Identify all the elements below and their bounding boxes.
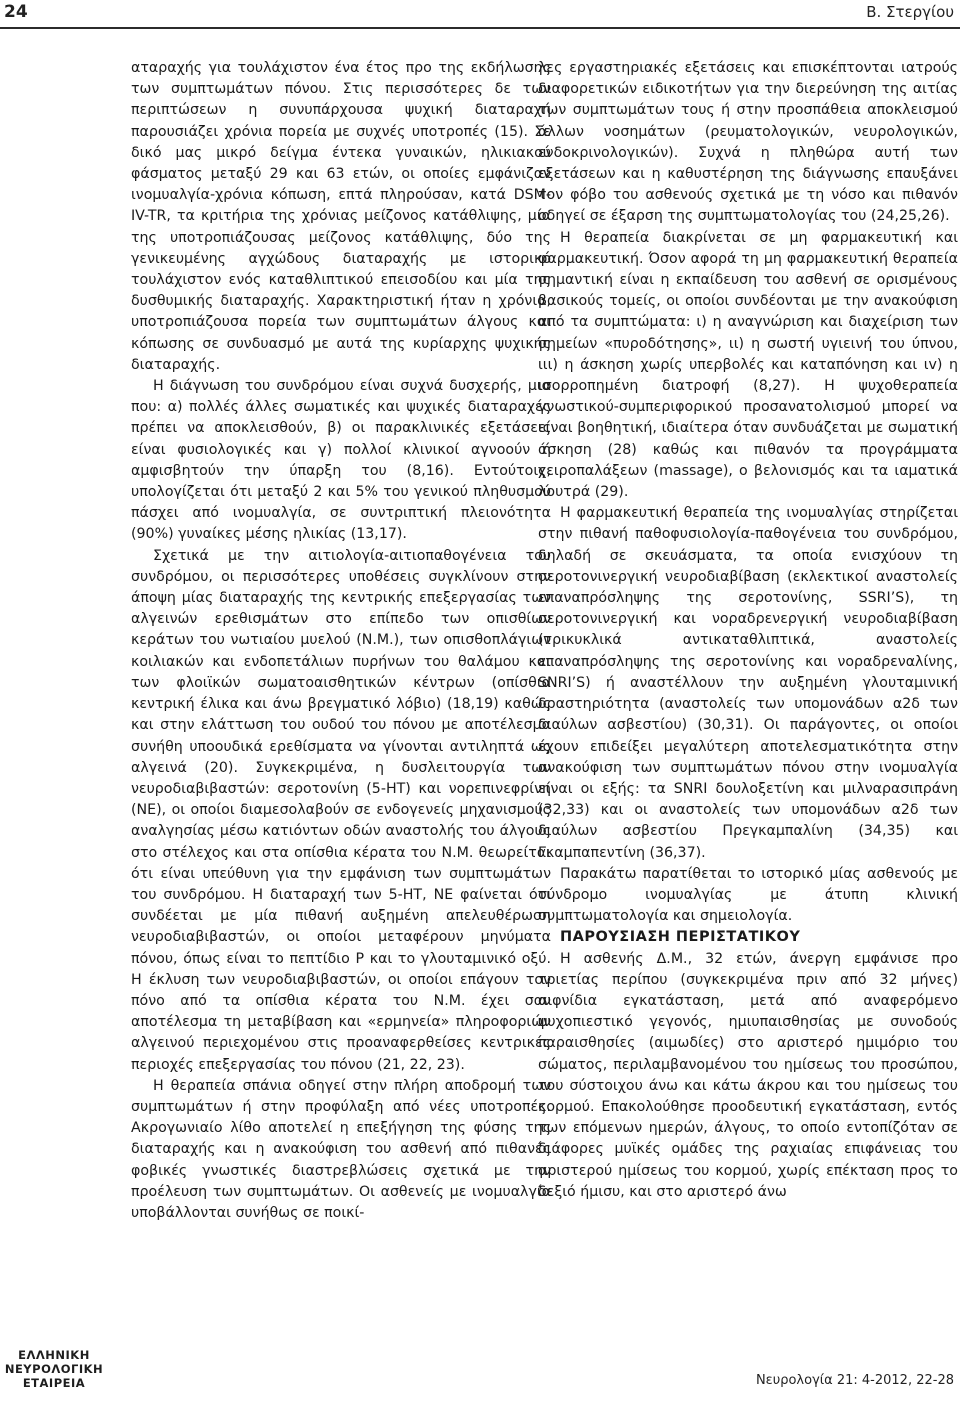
right-paragraph-5: Η ασθενής Δ.Μ., 32 ετών, άνεργη εμφάνισε προ τριετίας περίπου (συγκεκριμένα πριν από 32 μήνες) αιφνίδια εγκατάσταση, μετά από αναφερόμενο ψυχοπιεστικό γεγονός, ημιυπαισθησίας με συνοδούς παραισθησίες (αιμωδίες) στο αριστερό ημιμόριο του σώματος, περιλαμβανομένου του ημίσεως του προσώπου, του σύστοιχου άνω και κάτω άκρου και του ημίσεως του κορμού. Επακολούθησε προοδευτική εγκατάσταση, εντός των επόμενων ημερών, άλγους, το οποίο εντοπίζόταν σε διάφορες μυϊκές ομάδες της ραχιαίας επιφάνειας του αριστερού ημίσεως του κορμού, χωρίς επέκταση προς το δεξιό ήμισυ, και στο αριστερό άνω: [538, 950, 958, 1200]
logo-line-3: ΕΤΑΙΡΕΙΑ: [22, 1376, 86, 1390]
logo-line-1: ΕΛΛΗΝΙΚΗ: [18, 1348, 90, 1362]
right-paragraph-3: Η φαρμακευτική θεραπεία της ινομυαλγίας στηρίζεται στην πιθανή παθοφυσιολογία-παθογένεια του συνδρόμου, δηλαδή σε σκευάσματα, τα οποία ενισχύουν τη σεροτονινεργική νευροδιαβίβαση (εκλεκτικοί αναστολείς επαναπρόσληψης της σεροτονίνης, SSRI’S), τη σεροτονινεργική και νοραδρενεργική νευροδιαβίβαση (τρικυκλικά αντικαταθλιπτικά, αναστολείς επαναπρόσληψης της σεροτονίνης και νοραδρεναλίνης, SNRI’S) ή αναστέλλουν την αυξημένη γλουταμινική δραστηριότητα (αναστολείς των υπομονάδων α2δ των διαύλων ασβεστίου) (30,31). Οι παράγοντες, οι οποίοι έχουν επιδείξει μεγαλύτερη αποτελεσματικότητα στην ανακούφιση των συμπτωμάτων πόνου στην ινομυαλγία είναι οι εξής: τα SNRI δουλοξετίνη και μιλναρασιπράνη (32,33) και οι αναστολείς των υπομονάδων α2δ των διαύλων ασβεστίου Πρεγκαμπαλίνη (34,35) και Γκαμπαπεντίνη (36,37).: [538, 505, 958, 861]
right-column: [538, 58, 958, 1348]
left-column: [131, 58, 551, 1348]
journal-reference: Νευρολογία 21: 4-2012, 22-28: [755, 1373, 954, 1388]
left-paragraph-4: Η θεραπεία σπάνια οδηγεί στην πλήρη αποδρομή των συμπτωμάτων ή στην προφύλαξη από νέες υποτροπές. Ακρογωνιαίο λίθο αποτελεί η επεξήγηση της φύσης της διαταραχής και η ανακούφιση του ασθενή από πιθανές φοβικές γνωστικές διαστρεβλώσεις σχετικά με την προέλευση των συμπτωμάτων. Οι ασθενείς με ινομυαλγία υποβάλλονται συνήθως σε ποικί-: [131, 1077, 551, 1221]
left-paragraph-2: Η διάγνωση του συνδρόμου είναι συχνά δυσχερής, μια που: α) πολλές άλλες σωματικές και ψυχικές διαταραχές πρέπει να αποκλεισθούν, β) οι παρακλινικές εξετάσεις είναι φυσιολογικές και γ) πολλοί κλινικοί αγνοούν ή αμφισβητούν την ύπαρξη του (8,16). Εντούτοις, υπολογίζεται ότι μεταξύ 2 και 5% του γενικού πληθυσμού πάσχει από ινομυαλγία, σε συντριπτική πλειονότητα (90%) γυναίκες μέσης ηλικίας (13,17).: [131, 378, 551, 543]
running-head-author: Β. Στεργίου: [866, 3, 954, 21]
society-logo: [4, 1348, 104, 1390]
right-paragraph-1: λες εργαστηριακές εξετάσεις και επισκέπτονται ιατρούς διαφορετικών ειδικοτήτων για την διερεύνηση της αιτίας των συμπτωμάτων τους ή στην προσπάθεια αποκλεισμού άλλων νοσημάτων (ρευματολογικών, νευρολογικών, ενδοκρινολογικών). Συχνά η πληθώρα αυτή των εξετάσεων και η καθυστέρηση της διάγνωσης επαυξάνει τον φόβο του ασθενούς σχετικά με τη νόσο και πιθανόν οδηγεί σε έξαρση της συμπτωματολογίας του (24,25,26).: [538, 60, 958, 225]
right-paragraph-4: Παρακάτω παρατίθεται το ιστορικό μίας ασθενούς με σύνδρομο ινομυαλγίας με άτυπη κλινική συμπτωματολογία και σημειολογία.: [538, 865, 958, 925]
logo-line-2: ΝΕΥΡΟΛΟΓΙΚΗ: [4, 1362, 104, 1376]
header-rule: [0, 27, 960, 29]
left-paragraph-1: αταραχής για τουλάχιστον ένα έτος προ της εκδήλωσης των συμπτωμάτων πόνου. Στις περισσότερες δε των περιπτώσεων η συνυπάρχουσα ψυχική διαταραχή παρουσιάζει χρόνια πορεία με συχνές υποτροπές (15). Σε δικό μας μικρό δείγμα έντεκα γυναικών, ηλικιακού φάσματος μεταξύ 29 και 63 ετών, οι οποίες εμφάνιζαν ινομυαλγία-χρόνια κόπωση, επτά πληρούσαν, κατά DSM-IV-TR, τα κριτήρια της χρόνιας μείζονος κατάθλιψης, μία της υποτροπιάζουσας μείζονος κατάθλιψης, δύο της γενικευμένης αγχώδους διαταραχής με ιστορικό τουλάχιστον ενός καταθλιπτικού επεισοδίου και μία της δυσθυμικής διαταραχής. Χαρακτηριστική ήταν η χρόνια, υποτροπιάζουσα πορεία των συμπτωμάτων άλγους και κόπωσης σε συνδυασμό με αυτά της κυρίαρχης ψυχικής διαταραχής.: [131, 60, 551, 373]
section-heading-case-presentation: ΠΑΡΟΥΣΙΑΣΗ ΠΕΡΙΣΤΑΤΙΚΟΥ: [560, 929, 801, 946]
right-paragraph-2: Η θεραπεία διακρίνεται σε μη φαρμακευτική και φαρμακευτική. Όσον αφορά τη μη φαρμακευτική θεραπεία σημαντική είναι η εκπαίδευση του ασθενή σε ορισμένους βασικούς τομείς, οι οποίοι συνδέονται με την ανακούφιση από τα συμπτώματα: ι) η αναγνώριση και διαχείριση των σημείων «πυροδότησης», ιι) η σωστή υγιεινή του ύπνου, ιιι) η άσκηση χωρίς υπερβολές και καταπόνηση και ιv) η ισορροπημένη διατροφή (8,27). Η ψυχοθεραπεία γνωστικού-συμπεριφορικού προσανατολισμού μπορεί να είναι βοηθητική, ιδιαίτερα όταν συνδυάζεται με σωματική άσκηση (28) καθώς και πιθανόν τα προγράμματα χειροπαλάξεων (massage), ο βελονισμός και τα ιαματικά λουτρά (29).: [538, 229, 958, 501]
page-number: 24: [4, 2, 28, 22]
left-paragraph-3: Σχετικά με την αιτιολογία-αιτιοπαθογένεια του συνδρόμου, οι περισσότερες υποθέσεις συγκλίνουν στην άποψη μίας διαταραχής της κεντρικής επεξεργασίας των αλγεινών ερεθισμάτων στο επίπεδο των οπισθίων κεράτων του νωτιαίου μυελού (Ν.Μ.), των οπισθοπλάγιων κοιλιακών και ενδοπετάλιων πυρήνων του θαλάμου και των φλοιϊκών σωματοαισθητικών κέντρων (οπίσθια κεντρική έλικα και άνω βρεγματικό λόβιο) (18,19) καθώς και στην ελάττωση του ουδού του πόνου με αποτέλεσμα συνήθη υποουδικά ερεθίσματα να γίνονται αντιληπτά ως αλγεινά (20). Συγκεκριμένα, η δυσλειτουργία των νευροδιαβιβαστών: σεροτονίνη (5-ΗΤ) και νορεπινεφρίνη (ΝΕ), οι οποίοι διαμεσολαβούν σε ενδογενείς μηχανισμούς αναλγησίας μέσω κατιόντων οδών αναστολής του άλγους στο στέλεχος και στα οπίσθια κέρατα του Ν.Μ. θεωρείται ότι είναι υπεύθυνη για την εμφάνιση των συμπτωμάτων του συνδρόμου. Η διαταραχή των 5-ΗΤ, ΝΕ φαίνεται ότι συνδέεται με μία πιθανή αυξημένη απελευθέρωση νευροδιαβιβαστών, οι οποίοι μεταφέρουν μηνύματα πόνου, όπως είναι το πεπτίδιο P και το γλουταμινικό οξύ. Η έκλυση των νευροδιαβιβαστών, οι οποίοι επάγουν τον πόνο από τα οπίσθια κέρατα του Ν.Μ. έχει σαν αποτέλεσμα τη μεταβίβαση και «ερμηνεία» πληροφοριών αλγεινού περιεχομένου στις προαναφερθείσες κεντρικές περιοχές επεξεργασίας του πόνου (21, 22, 23).: [131, 547, 551, 1073]
